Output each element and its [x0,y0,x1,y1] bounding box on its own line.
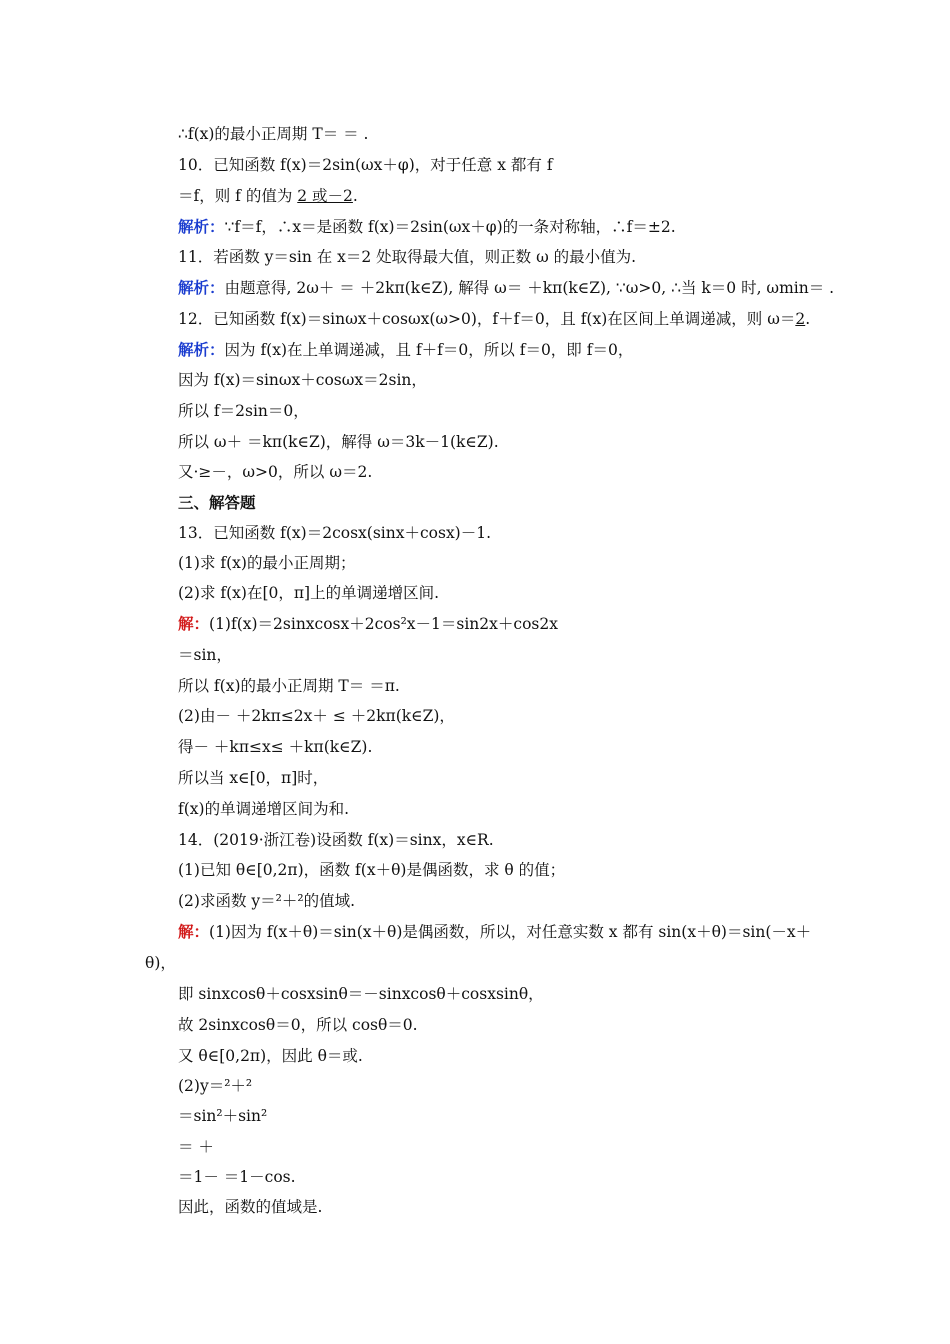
analysis-11: 解析：由题意得, 2ω＋ ＝ ＋2kπ(k∈Z), 解得 ω＝ ＋kπ(k∈Z), ∵ω>0, ∴当 k＝0 时, ωmin＝ . [178,278,835,297]
question-14-part-1: (1)已知 θ∈[0,2π)，函数 f(x＋θ)是偶函数，求 θ 的值； [178,861,566,879]
text-line: ＝1－ ＝1－cos. [178,1168,296,1186]
text-line: ＝sin²＋sin² [178,1107,268,1125]
text-line: 又·≥－，ω>0，所以 ω＝2. [178,463,373,481]
analysis-10: 解析：∵f＝f，∴x＝是函数 f(x)＝2sin(ωx＋φ)的一条对称轴，∴f＝±2. [178,217,676,236]
text-line: 又 θ∈[0,2π)，因此 θ＝或. [178,1047,363,1065]
answer-underline: 2 [795,310,806,328]
text-line: ＝ ＋ [178,1138,214,1156]
question-13-part-1: (1)求 f(x)的最小正周期； [178,554,356,572]
question-14: 14．(2019·浙江卷)设函数 f(x)＝sinx，x∈R. [178,831,494,849]
section-heading: 三、解答题 [178,493,256,512]
question-10-continued: ＝f，则 f 的值为 2 或－2. [178,187,358,205]
text-line: (2)y＝²＋² [178,1077,253,1095]
question-12: 12．已知函数 f(x)＝sinωx＋cosωx(ω>0)，f＋f＝0，且 f(x)在区间上单调递减，则 ω＝2. [178,310,811,328]
text-line: 故 2sinxcosθ＝0，所以 cosθ＝0. [178,1016,418,1034]
text-line: ∴f(x)的最小正周期 T＝ ＝ . [178,125,369,143]
question-13: 13．已知函数 f(x)＝2cosx(sinx＋cosx)－1. [178,524,492,542]
text-line: 所以 f＝2sin＝0， [178,402,309,420]
question-11: 11．若函数 y＝sin 在 x＝2 处取得最大值，则正数 ω 的最小值为. [178,248,637,266]
answer-underline: 2 或－2 [297,187,353,205]
text-line: 因此，函数的值域是. [178,1198,323,1216]
analysis-label: 解析： [178,217,225,236]
text-line: 因为 f(x)＝sinωx＋cosωx＝2sin， [178,371,427,389]
analysis-label: 解析： [178,340,225,359]
text-line: ＝sin， [178,646,232,664]
question-14-part-2: (2)求函数 y＝²＋²的值域. [178,892,355,910]
solution-label: 解： [178,922,210,941]
solution-13: 解：(1)f(x)＝2sinxcosx＋2cos²x－1＝sin2x＋cos2x [178,614,558,633]
text-line: (2)由－ ＋2kπ≤2x＋ ≤ ＋2kπ(k∈Z)， [178,707,455,725]
text-line: 所以 f(x)的最小正周期 T＝ ＝π. [178,677,400,695]
text-line: 所以当 x∈[0，π]时， [178,769,329,787]
solution-14: 解：(1)因为 f(x＋θ)＝sin(x＋θ)是偶函数，所以，对任意实数 x 都有 sin(x＋θ)＝sin(－x＋ [178,922,812,941]
analysis-12: 解析：因为 f(x)在上单调递减，且 f＋f＝0，所以 f＝0，即 f＝0， [178,340,634,359]
question-10: 10．已知函数 f(x)＝2sin(ωx＋φ)，对于任意 x 都有 f [178,156,553,174]
text-line: 即 sinxcosθ＋cosxsinθ＝－sinxcosθ＋cosxsinθ， [178,985,544,1003]
text-line: 所以 ω＋ ＝kπ(k∈Z)，解得 ω＝3k－1(k∈Z). [178,433,499,451]
solution-label: 解： [178,614,210,633]
solution-14-wrap: θ)， [145,954,176,972]
text-line: 得－ ＋kπ≤x≤ ＋kπ(k∈Z). [178,738,373,756]
question-13-part-2: (2)求 f(x)在[0，π]上的单调递增区间. [178,584,440,602]
text-line: f(x)的单调递增区间为和. [178,800,350,818]
analysis-label: 解析： [178,278,225,297]
